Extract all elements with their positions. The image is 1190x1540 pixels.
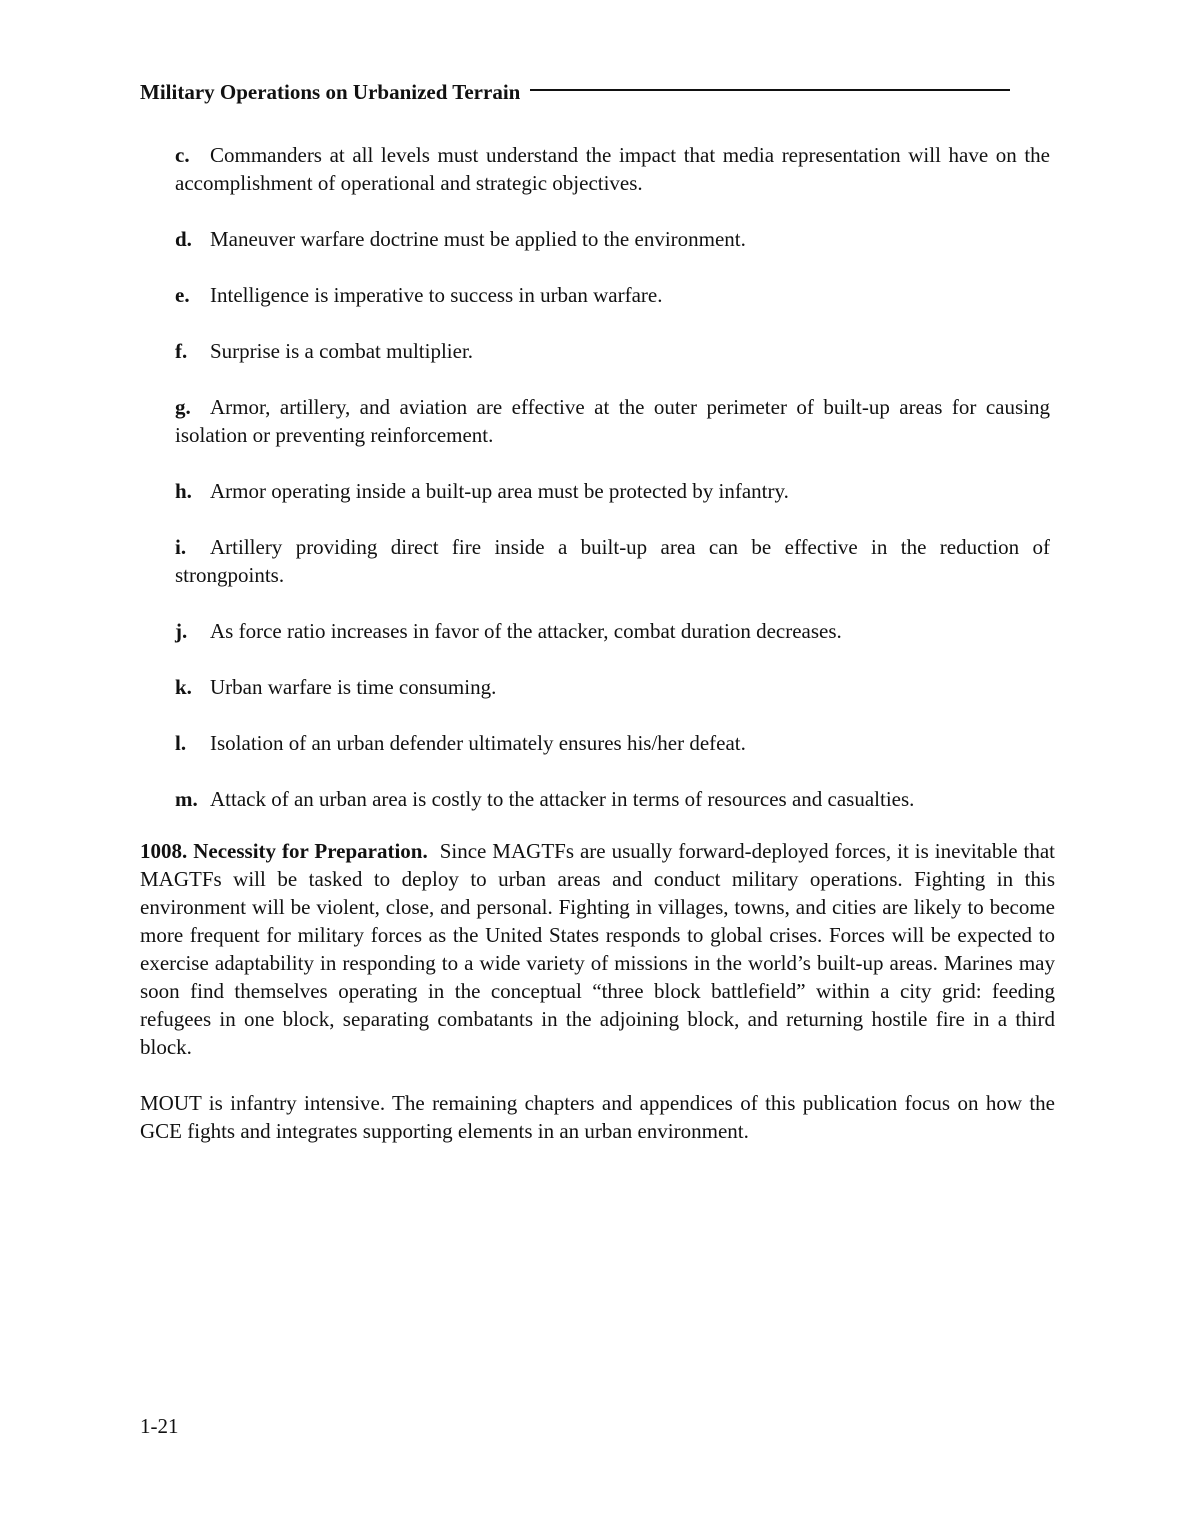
item-letter: j. bbox=[175, 619, 188, 643]
header-rule bbox=[530, 89, 1010, 91]
item-letter: c. bbox=[175, 143, 190, 167]
list-item bbox=[175, 785, 1050, 813]
list-item bbox=[175, 617, 1050, 645]
item-text: As force ratio increases in favor of the attacker, combat duration decreases. bbox=[210, 619, 842, 643]
item-letter: d. bbox=[175, 227, 192, 251]
item-text: Armor operating inside a built-up area must be protected by infantry. bbox=[210, 479, 789, 503]
closing-paragraph: MOUT is infantry intensive. The remaining chapters and appendices of this publication focus on how the GCE fights and integrates supporting elements in an urban environment. bbox=[140, 1091, 1055, 1143]
list-item bbox=[175, 281, 1050, 309]
item-letter: i. bbox=[175, 535, 187, 559]
list-item bbox=[175, 225, 1050, 253]
running-header bbox=[140, 78, 1010, 106]
section-paragraph bbox=[140, 837, 1055, 1061]
item-text: Urban warfare is time consuming. bbox=[210, 675, 497, 699]
item-text: Commanders at all levels must understand the impact that media representation will have on the accomplishment of operational and strategic objectives. bbox=[175, 143, 1050, 195]
item-letter: h. bbox=[175, 479, 192, 503]
item-text: Isolation of an urban defender ultimately ensures his/her defeat. bbox=[210, 731, 746, 755]
item-text: Surprise is a combat multiplier. bbox=[210, 339, 474, 363]
section-1008 bbox=[140, 837, 1055, 1173]
principles-list bbox=[175, 141, 1050, 841]
item-letter: g. bbox=[175, 395, 191, 419]
list-item bbox=[175, 337, 1050, 365]
list-item bbox=[175, 393, 1050, 449]
item-letter: f. bbox=[175, 339, 188, 363]
list-item bbox=[175, 729, 1050, 757]
list-item bbox=[175, 533, 1050, 589]
item-text: Maneuver warfare doctrine must be applied to the environment. bbox=[210, 227, 746, 251]
page-number: 1-21 bbox=[140, 1414, 179, 1438]
item-letter: m. bbox=[175, 787, 198, 811]
item-letter: k. bbox=[175, 675, 192, 699]
section-heading: 1008. Necessity for Preparation. bbox=[140, 839, 428, 863]
item-text: Attack of an urban area is costly to the attacker in terms of resources and casualties. bbox=[210, 787, 915, 811]
list-item bbox=[175, 141, 1050, 197]
section-body: Since MAGTFs are usually forward-deployed forces, it is inevitable that MAGTFs will be tasked to deploy to urban areas and conduct military operations. Fighting in this environment will be violent, close, and personal. Fighting in villages, towns, and cities are likely to become more frequent for military forces as the United States responds to global crises. Forces will be expected to exercise adaptability in responding to a wide variety of missions in the world’s built-up areas. Marines may soon find themselves operating in the conceptual “three block battlefield” within a city grid: feeding refugees in one block, separating combatants in the adjoining block, and returning hostile fire in a third block. bbox=[140, 839, 1055, 1059]
item-text: Artillery providing direct fire inside a built-up area can be effective in the reduction of strongpoints. bbox=[175, 535, 1050, 587]
item-letter: e. bbox=[175, 283, 190, 307]
item-text: Armor, artillery, and aviation are effective at the outer perimeter of built-up areas for causing isolation or preventing reinforcement. bbox=[175, 395, 1050, 447]
list-item bbox=[175, 477, 1050, 505]
item-text: Intelligence is imperative to success in urban warfare. bbox=[210, 283, 663, 307]
header-title: Military Operations on Urbanized Terrain bbox=[140, 80, 521, 104]
item-letter: l. bbox=[175, 731, 187, 755]
list-item bbox=[175, 673, 1050, 701]
